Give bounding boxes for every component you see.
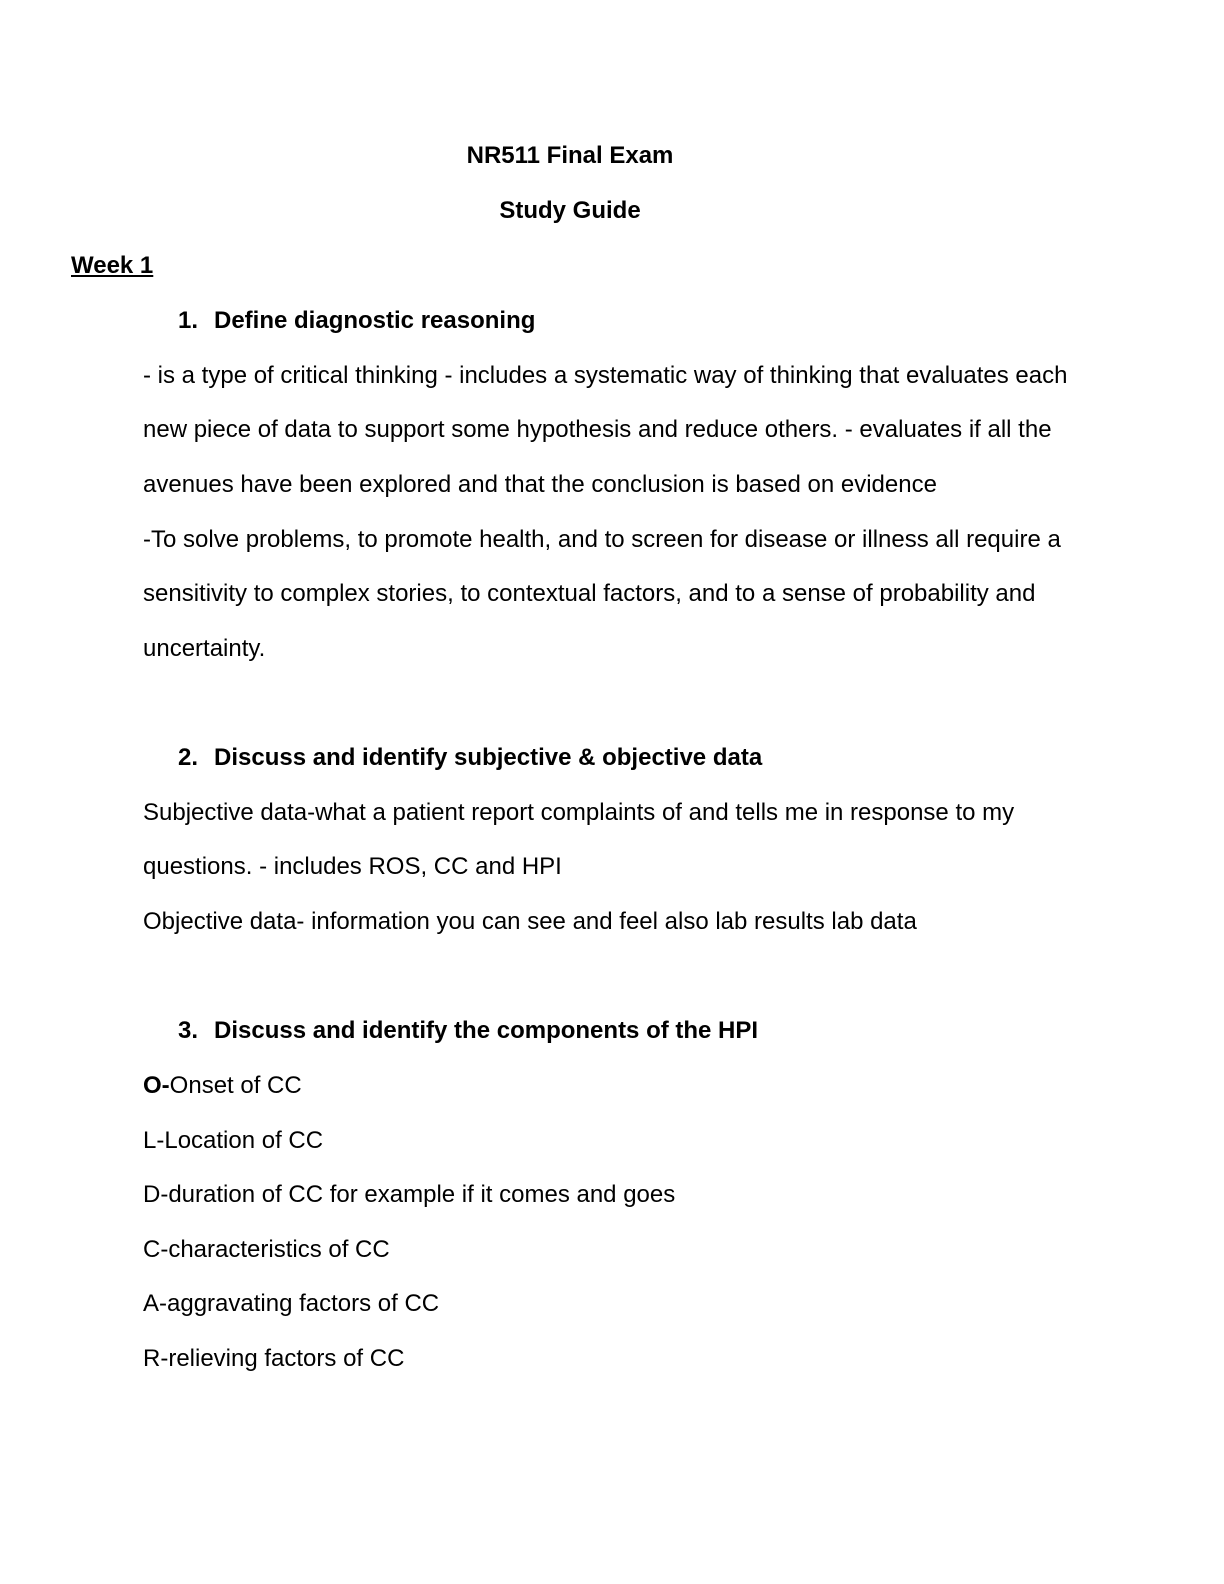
body-line: Subjective data-what a patient report complaints of and tells me in response to my [143, 799, 1015, 826]
question-heading: Discuss and identify the components of the HPI [214, 1017, 759, 1044]
body-line: - is a type of critical thinking - includes a systematic way of thinking that evaluates each [143, 362, 1068, 389]
question-heading: Define diagnostic reasoning [214, 307, 536, 334]
body-line: uncertainty. [143, 635, 266, 662]
body-line: -To solve problems, to promote health, and to screen for disease or illness all require a [143, 526, 1061, 553]
question-heading: Discuss and identify subjective & objective data [214, 744, 763, 771]
body-line: questions. - includes ROS, CC and HPI [143, 853, 562, 880]
question-number: 3. [178, 1017, 199, 1044]
hpi-item-relieving: R-relieving factors of CC [143, 1345, 405, 1372]
body-line: Objective data- information you can see and feel also lab results lab data [143, 908, 917, 935]
hpi-item-aggravating: A-aggravating factors of CC [143, 1290, 440, 1317]
body-line: avenues have been explored and that the conclusion is based on evidence [143, 471, 937, 498]
question-number: 1. [178, 307, 199, 334]
body-line: sensitivity to complex stories, to contextual factors, and to a sense of probability and [143, 580, 1036, 607]
hpi-item-text: Onset of CC [169, 1072, 302, 1099]
hpi-item-prefix: O- [143, 1072, 170, 1099]
hpi-item-onset [143, 1071, 302, 1101]
document-subtitle: Study Guide [499, 197, 641, 224]
hpi-item-characteristics: C-characteristics of CC [143, 1236, 390, 1263]
section-heading-week: Week 1 [71, 252, 154, 279]
body-line: new piece of data to support some hypothesis and reduce others. - evaluates if all the [143, 416, 1052, 443]
hpi-item-duration: D-duration of CC for example if it comes and goes [143, 1181, 676, 1208]
question-number: 2. [178, 744, 199, 771]
hpi-item-location: L-Location of CC [143, 1127, 324, 1154]
document-title: NR511 Final Exam [466, 142, 674, 169]
